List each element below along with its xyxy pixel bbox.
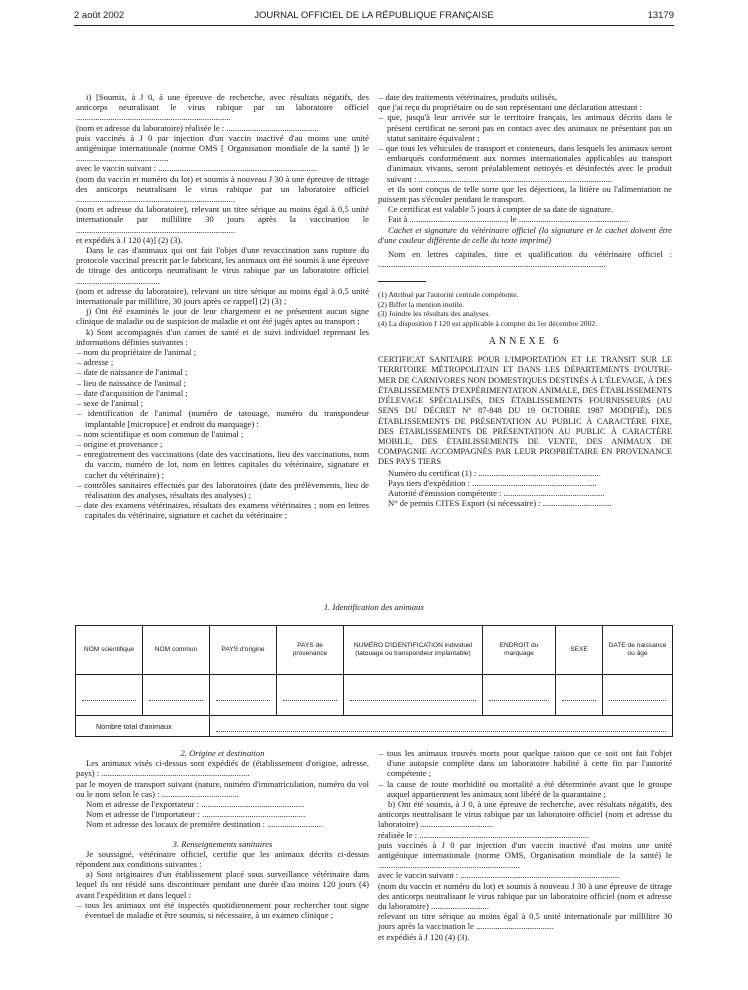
table-cell bbox=[277, 675, 344, 716]
line-fait-a: Fait à ............................................., le ................................................... bbox=[388, 214, 629, 225]
footnote: (2) Biffer la mention inutile. bbox=[378, 299, 465, 309]
paragraph-origine: Les animaux visés ci-dessus sont expédiés de (établissement d'origine, adresse, pays) : ..................................................................... bbox=[76, 758, 369, 779]
line-expedie: et expédiés à J 120 (4) (3). bbox=[378, 931, 470, 942]
list-attest bbox=[378, 112, 672, 183]
list-item: – nom du propriétaire de l'animal ; bbox=[76, 347, 369, 357]
table-title: 1. Identification des animaux bbox=[323, 602, 425, 612]
header-date: 2 août 2002 bbox=[74, 10, 125, 21]
paragraph-concus: et ils sont conçus de telle sorte que les déjections, la litière ou l'alimentation ne puissent pas s'écouler pendant le transport. bbox=[378, 183, 672, 205]
total-label: Nombre total d'animaux bbox=[76, 716, 210, 737]
section-heading-renseignements: 3. Renseignements sanitaires bbox=[172, 838, 273, 849]
list-item: – contrôles sanitaires effectués par des laboratoires (date des prélèvements, lieu de réalisation des analyses, résultats des analyses) ; bbox=[76, 480, 369, 500]
field-cites: N° de permis CITES Export (si nécessaire) : ................................ bbox=[388, 498, 612, 509]
list-top bbox=[378, 92, 672, 102]
line-titre: (nom et adresse du laboratoire), relevant un titre sérique au moins égal à 0,5 unité internationale par millilitre 30 jours après la vaccination le .......................................................................... bbox=[76, 204, 369, 235]
paragraph-j: j) Ont été examinés le jour de leur chargement et ne présentent aucun signe clinique de maladie ou de suspicion de maladie et ont été jugés aptes au transport ; bbox=[76, 306, 369, 327]
table-row bbox=[76, 675, 673, 716]
list-item: – identification de l'animal (numéro de tatouage, numéro du transpondeur implantable [micropuce] et endroit du marquage) : bbox=[76, 408, 369, 428]
paragraph-valable: Ce certificat est valable 5 jours à compter de sa date de signature. bbox=[388, 204, 614, 215]
list-item: – nom scientifique et nom commun de l'animal ; bbox=[76, 429, 369, 439]
list-a bbox=[76, 900, 369, 920]
animals-table bbox=[75, 625, 673, 737]
footnote: (1) Attribué par l'autorité centrale compétente. bbox=[378, 290, 519, 300]
table-total-row bbox=[76, 716, 673, 737]
line-titre: relevant un titre sérique au moins égal à 0,5 unité internationale par millilitre 30 jours après la vaccination le .................................... bbox=[378, 911, 672, 932]
column-bottom-left bbox=[76, 748, 369, 920]
field-pays-expedition: Pays tiers d'expédition : .......................................................... bbox=[388, 477, 597, 488]
field-autorite: Autorité d'émission compétente : ............................................... bbox=[388, 487, 605, 498]
journal-title: JOURNAL OFFICIEL DE LA RÉPUBLIQUE FRANÇAISE bbox=[254, 10, 494, 21]
table-cell bbox=[143, 675, 210, 716]
line-locaux: Nom et adresse des locaux de première destination : .......................... bbox=[86, 819, 323, 830]
list-item: – tous les animaux trouvés morts pour quelque raison que ce soit ont fait l'objet d'une autopsie complète dans un laboratoire habilité à cette fin par l'autorité compétente ; bbox=[378, 748, 672, 779]
list-item: – la cause de toute morbidité ou mortalité a été déterminée avant que le groupe auquel appartiennent les animaux sont libéré de la quarantaine ; bbox=[378, 779, 672, 799]
paragraph-nom-veterinaire: Nom en lettres capitales, titre et qualification du vétérinaire officiel : .......................................................................................................... bbox=[378, 249, 672, 270]
line-titre-rappel: (nom et adresse du laboratoire), relevant un titre sérique au moins égal à 0,5 unité internationale par millilitre, 30 jours après ce rappel] (2) (3) ; bbox=[76, 285, 369, 307]
th-sexe: SEXE bbox=[556, 626, 603, 675]
table-cell bbox=[76, 675, 143, 716]
table-header-row bbox=[76, 626, 673, 675]
paragraph-certifie: Je soussigné, vétérinaire officiel, certifie que les animaux décrits ci-dessus répondent aux conditions suivantes : bbox=[76, 848, 369, 870]
table-cell bbox=[344, 675, 483, 716]
line-lot: (nom du vaccin et numéro du lot) et soumis à nouveau J 30 à une épreuve de titrage des anticorps neutralisant le virus rabique par un laboratoire officiel .......................................................................... bbox=[76, 173, 369, 205]
th-nom-scientifique: NOM scientifique bbox=[76, 626, 143, 675]
line-vaccination: puis vaccinés à J 0 par injection d'un vaccin inactivé d'au moins une unité antigénique internationale (norme OMS, Organisation mondiale de la santé) le .................................................................. bbox=[378, 839, 672, 871]
list-item: – que, jusqu'à leur arrivée sur le territoire français, les animaux décrits dans le présent certificat ne seront pas en contact avec des animaux ne présentant pas un statut sanitaire équivalent ; bbox=[378, 112, 672, 143]
line-lot: (nom du vaccin et numéro du lot) et soumis à nouveau J 30 à une épreuve de titrage des anticorps neutralisant le virus rabique par un laboratoire officiel (nom et adresse du laboratoire) ........................... bbox=[378, 880, 672, 912]
footnote: (4) La disposition J 120 est applicable à compter du 1er décembre 2002. bbox=[378, 318, 598, 328]
list-item: – que tous les véhicules de transport et conteneurs, dans lesquels les animaux seront embarqués conformément aux normes internationales applicables au transport d'animaux vivants, seront préalablement nettoyés et désinfectés avec le produit suivant : .......................................................................................... bbox=[378, 143, 672, 184]
line-importateur: Nom et adresse de l'importateur : ................................................ bbox=[86, 809, 306, 820]
list-item: – enregistrement des vaccinations (date des vaccinations, lieu des vaccinations, nom du vaccin, numéro de lot, nom en lettres capitales du vétérinaire, signature et cachet du vétérinaire) ; bbox=[76, 449, 369, 480]
column-top-left bbox=[76, 92, 369, 521]
list-item: – sexe de l'animal ; bbox=[76, 398, 369, 408]
footnotes bbox=[378, 290, 672, 328]
list-item: – date des examens vétérinaires, résultats des examens vétérinaires ; nom en lettres capitales du vétérinaire, signature et cachet du vétérinaire ; bbox=[76, 500, 369, 520]
line-realisee: réalisée le : ............................................................................... bbox=[378, 829, 590, 840]
th-date-naissance: DATE de naissance ou âge bbox=[603, 626, 673, 675]
paragraph-cachet: Cachet et signature du vétérinaire officiel (la signature et le cachet doivent être d'une couleur différente de celle du texte imprimé) bbox=[378, 224, 672, 245]
list-item: – lieu de naissance de l'animal ; bbox=[76, 378, 369, 388]
footnote: (3) Joindre les résultats des analyses. bbox=[378, 309, 491, 319]
list-item: – origine et provenance ; bbox=[76, 439, 369, 449]
list-item: – date de naissance de l'animal ; bbox=[76, 367, 369, 377]
total-value-cell bbox=[210, 716, 673, 737]
line-exportateur: Nom et adresse de l'exportateur : ................................................ bbox=[86, 799, 305, 810]
line-vaccination: puis vaccinés à J 0 par injection d'un vaccin inactivé d'au moins une unité antigénique internationale (norme OMS [ Organisation mondiale de la santé ]) le ........................................... bbox=[76, 132, 369, 164]
paragraph-i: i) [Soumis, à J 0, à une épreuve de recherche, avec résultats négatifs, des anticorps neutralisant le virus rabique par un laboratoire officiel ........................................................................ bbox=[76, 92, 369, 123]
paragraph-declaration: que j'ai reçu du propriétaire ou de son représentant une déclaration attestant : bbox=[378, 102, 643, 113]
page-number: 13179 bbox=[647, 10, 674, 21]
list-item: – date d'acquisition de l'animal ; bbox=[76, 388, 369, 398]
annex-heading: CERTIFICAT SANITAIRE POUR L'IMPORTATION ET LE TRANSIT SUR LE TERRITOIRE MÉTROPOLITAIN ET DANS LES DÉPARTEMENTS D'OUTRE-MER DE CARNIVORES NON DOMESTIQUES DESTINÉS À L'ÉLEVAGE, À DES ÉTABLISSEMENTS D'EXPÉRIMENTATION ANIMALE, DES ÉTABLISSEMENTS D'ÉLEVAGE SPÉCIALISÉS, DES ÉTABLISSEMENTS FOURNISSEURS (AU SENS DU DÉCRET N° 87-848 DU 19 OCTOBRE 1987 MODIFIÉ), DES ÉTABLISSEMENTS DE PRÉSENTATION AU PUBLIC À CARACTÈRE FIXE, DES ÉTABLISSEMENTS DE PRÉSENTATION AU PUBLIC À CARACTÈRE MOBILE, DES ÉTABLISSEMENTS DE VENTE, DES ANIMAUX DE COMPAGNIE ACCOMPAGNÉS PAR LEUR PROPRIÉTAIRE EN PROVENANCE DES PAYS TIERS bbox=[378, 355, 672, 467]
paragraph-revaccination: Dans le cas d'animaux qui ont fait l'objet d'une revaccination sans rupture du protocole vaccinal prescrit par le fabricant, les animaux ont été soumis à une épreuve de titrage des anticorps neutralisant le virus rabique par un laboratoire officiel ....................................... bbox=[76, 245, 369, 286]
column-top-right bbox=[378, 92, 672, 508]
table-cell bbox=[556, 675, 603, 716]
line-lab: (nom et adresse du laboratoire) réalisée le : ........................................... bbox=[76, 122, 319, 133]
table-cell bbox=[483, 675, 556, 716]
line-expedie: et expédiés à J 120 (4)] (2) (3). bbox=[76, 234, 183, 245]
column-bottom-right bbox=[378, 748, 672, 942]
annex-title: ANNEXE 6 bbox=[488, 336, 562, 348]
footnote-rule bbox=[378, 281, 426, 282]
paragraph-b: b) Ont été soumis, à J 0, à une épreuve de recherche, avec résultats négatifs, des anticorps neutralisant le virus rabique par un laboratoire officiel (nom et adresse du laboratoire) .................................. bbox=[378, 799, 672, 830]
th-numero-identification: NUMÉRO D'IDENTIFICATION individuel (tatouage ou transpondeur implantable) bbox=[344, 626, 483, 675]
line-vaccine: avec le vaccin suivant : .......................................................................... bbox=[378, 870, 620, 881]
list-item: – adresse ; bbox=[76, 357, 369, 367]
th-endroit-marquage: ENDROIT du marquage bbox=[483, 626, 556, 675]
field-numero-certificat: Numéro du certificat (1) : ......................................................... bbox=[388, 467, 601, 478]
list-item: – date des traitements vétérinaires, produits utilisés, bbox=[378, 92, 672, 102]
table-cell bbox=[603, 675, 673, 716]
paragraph-k: k) Sont accompagnés d'un carnet de santé et de suivi individuel reprenant les informations définies suivantes : bbox=[76, 326, 369, 347]
header-rule bbox=[74, 25, 674, 26]
th-pays-origine: PAYS d'origine bbox=[210, 626, 277, 675]
list-k bbox=[76, 347, 369, 520]
list-item: – tous les animaux ont été inspectés quotidiennement pour rechercher tout signe éventuel de maladie et être soumis, si nécessaire, à un examen clinique ; bbox=[76, 900, 369, 920]
section-heading-origine: 2. Origine et destination bbox=[180, 748, 265, 758]
th-nom-commun: NOM commun bbox=[143, 626, 210, 675]
paragraph-a: a) Sont originaires d'un établissement placé sous surveillance vétérinaire dans lequel ils ont résidé sans discontinuer pendant une durée d'au moins 120 jours (4) avant l'expédition et dans lequel : bbox=[76, 869, 369, 900]
line-vaccine: avec le vaccin suivant : .......................................................................... bbox=[76, 163, 318, 174]
page-header bbox=[74, 10, 674, 26]
th-pays-provenance: PAYS de provenance bbox=[277, 626, 344, 675]
list-top bbox=[378, 748, 672, 799]
line-moyen-transport: par le moyen de transport suivant (nature, numéro d'immatriculation, numéro du vol ou le nom selon le cas) : .................................... bbox=[76, 778, 369, 799]
table-cell bbox=[210, 675, 277, 716]
